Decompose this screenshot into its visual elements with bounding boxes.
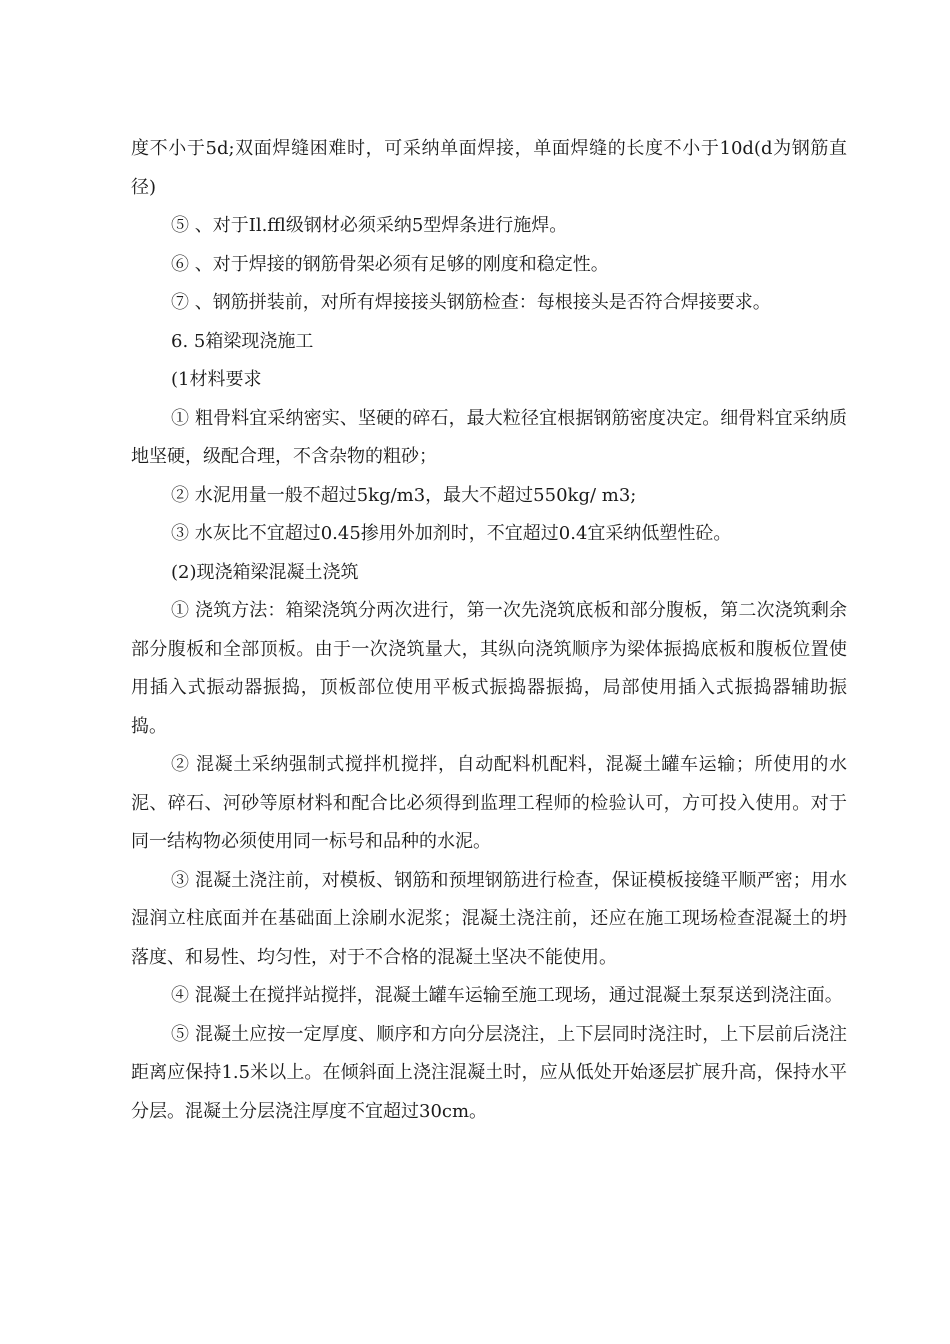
paragraph-water-cement-ratio: ③ 水灰比不宜超过0.45掺用外加剂时，不宜超过0.4宜采纳低塑性砼。 [171,523,732,544]
paragraph-item-5-electrode: ⑤ 、对于Il.ffl级钢材必须采纳5型焊条进行施焊。 [171,215,568,236]
paragraph-item-7-inspection: ⑦ 、钢筋拼装前，对所有焊接接头钢筋检查：每根接头是否符合焊接要求。 [171,292,771,313]
document-body [131,130,847,1131]
subheading-material-requirements: (1材料要求 [171,369,262,390]
paragraph-cement-content: ② 水泥用量一般不超过5kg/m3，最大不超过550kg/ m3; [171,484,637,506]
paragraph-mixing: ② 混凝土采纳强制式搅拌机搅拌，自动配料机配料，混凝土罐车运输；所使用的水泥、碎石、河砂等原材料和配合比必须得到监理工程师的检验认可，方可投入使用。对于同一结构物必须使用同一标号和品种的水泥。 [131,754,847,852]
paragraph-item-6-rigidity: ⑥ 、对于焊接的钢筋骨架必须有足够的刚度和稳定性。 [171,253,609,275]
paragraph-layered-pouring: ⑤ 混凝土应按一定厚度、顺序和方向分层浇注，上下层同时浇注时，上下层前后浇注距离应保持1.5米以上。在倾斜面上浇注混凝土时，应从低处开始逐层扩展升高，保持水平分层。混凝土分层浇注厚度不宜超过30cm。 [131,1023,847,1122]
subheading-concrete-pouring: (2)现浇箱梁混凝土浇筑 [171,561,359,583]
paragraph-pre-pour-inspection: ③ 混凝土浇注前，对模板、钢筋和预埋钢筋进行检查，保证模板接缝平顺严密；用水湿润立柱底面并在基础面上涂刷水泥浆；混凝土浇注前，还应在施工现场检查混凝土的坍落度、和易性、均匀性，对于不合格的混凝土坚决不能使用。 [131,869,847,968]
paragraph-weld-length: 度不小于5d;双面焊缝困难时，可采纳单面焊接，单面焊缝的长度不小于10d(d为钢筋直径) [131,138,847,198]
paragraph-pouring-method: ① 浇筑方法：箱梁浇筑分两次进行，第一次先浇筑底板和部分腹板，第二次浇筑剩余部分腹板和全部顶板。由于一次浇筑量大，其纵向浇筑顺序为梁体振捣底板和腹板位置使用插入式振动器振捣，顶板部位使用平板式振捣器振捣，局部使用插入式振捣器辅助振捣。 [131,600,847,737]
paragraph-transport: ④ 混凝土在搅拌站搅拌，混凝土罐车运输至施工现场，通过混凝土泵泵送到浇注面。 [171,985,843,1006]
paragraph-coarse-aggregate: ① 粗骨料宜采纳密实、坚硬的碎石，最大粒径宜根据钢筋密度决定。细骨料宜采纳质地坚硬，级配合理，不含杂物的粗砂； [131,407,847,467]
section-heading-6-5: 6. 5箱梁现浇施工 [171,330,314,352]
